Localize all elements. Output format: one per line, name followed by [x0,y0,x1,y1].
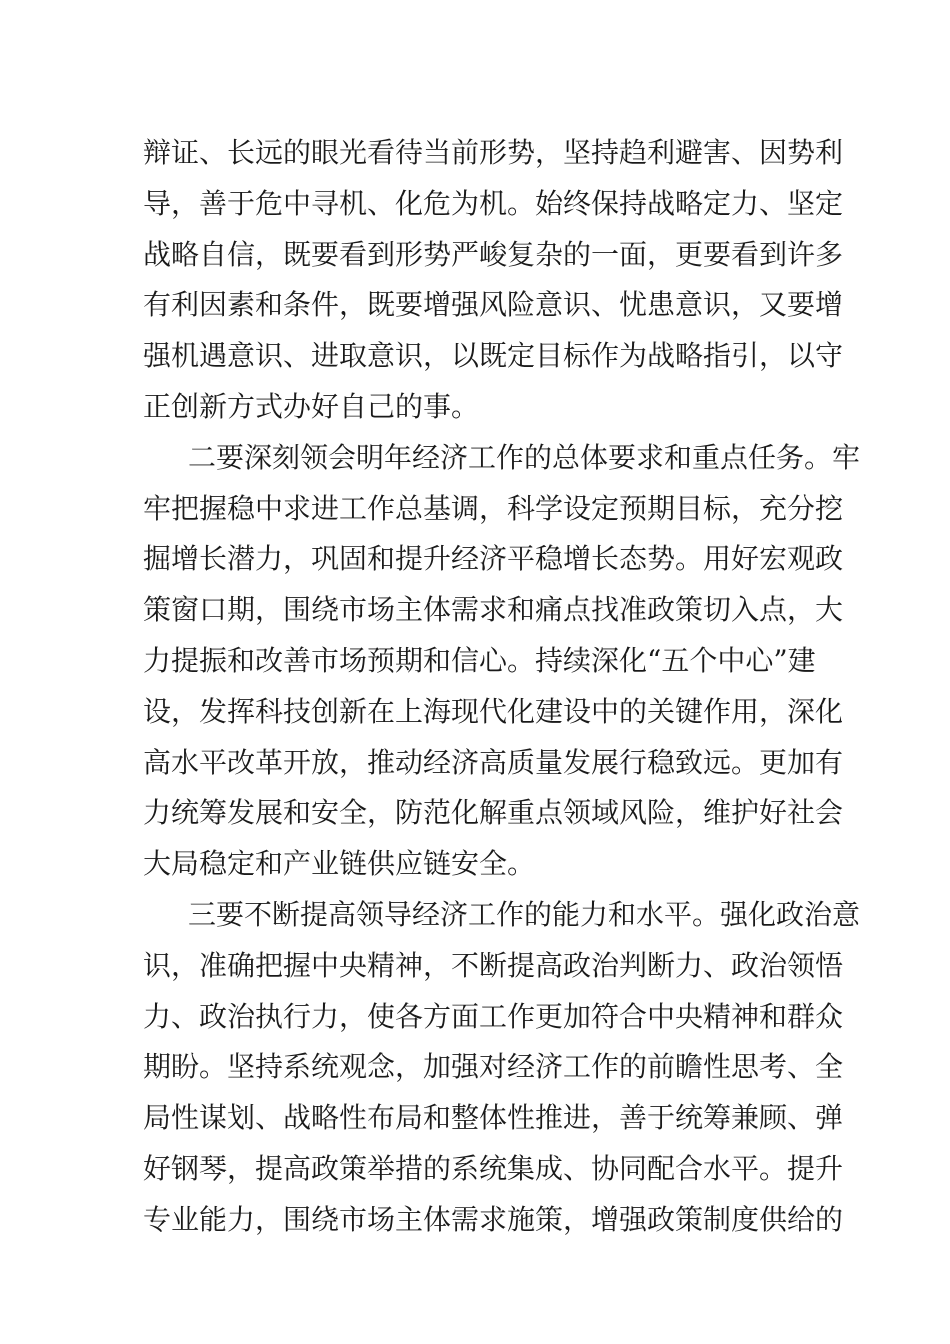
paragraph-start-line: 二要深刻领会明年经济工作的总体要求和重点任务。牢 [188,440,861,474]
text-line: 导，善于危中寻机、化危为机。始终保持战略定力、坚定 [143,186,844,220]
text-line: 正创新方式办好自己的事。 [143,389,480,423]
text-line: 力提振和改善市场预期和信心。持续深化“五个中心”建 [143,643,816,677]
text-line: 专业能力，围绕市场主体需求施策，增强政策制度供给的 [143,1202,844,1236]
text-line: 掘增长潜力，巩固和提升经济平稳增长态势。用好宏观政 [143,542,844,576]
text-line: 战略自信，既要看到形势严峻复杂的一面，更要看到许多 [143,237,844,271]
text-line: 大局稳定和产业链供应链安全。 [143,847,536,881]
text-line: 有利因素和条件，既要增强风险意识、忧患意识，又要增 [143,288,844,322]
text-line: 力统筹发展和安全，防范化解重点领域风险，维护好社会 [143,796,844,830]
paragraph-start-line: 三要不断提高领导经济工作的能力和水平。强化政治意 [188,897,861,931]
text-line: 好钢琴，提高政策举措的系统集成、协同配合水平。提升 [143,1151,844,1185]
text-line: 策窗口期，围绕市场主体需求和痛点找准政策切入点，大 [143,593,844,627]
text-line: 局性谋划、战略性布局和整体性推进，善于统筹兼顾、弹 [143,1101,844,1135]
text-line: 期盼。坚持系统观念，加强对经济工作的前瞻性思考、全 [143,1050,844,1084]
text-line: 设，发挥科技创新在上海现代化建设中的关键作用，深化 [143,694,844,728]
text-line: 高水平改革开放，推动经济高质量发展行稳致远。更加有 [143,745,844,779]
text-line: 强机遇意识、进取意识，以既定目标作为战略指引，以守 [143,339,844,373]
text-line: 识，准确把握中央精神，不断提高政治判断力、政治领悟 [143,948,844,982]
document-body [143,128,861,1246]
text-line: 牢把握稳中求进工作总基调，科学设定预期目标，充分挖 [143,491,844,525]
text-line: 力、政治执行力，使各方面工作更加符合中央精神和群众 [143,999,844,1033]
text-line: 辩证、长远的眼光看待当前形势，坚持趋利避害、因势利 [143,136,844,169]
